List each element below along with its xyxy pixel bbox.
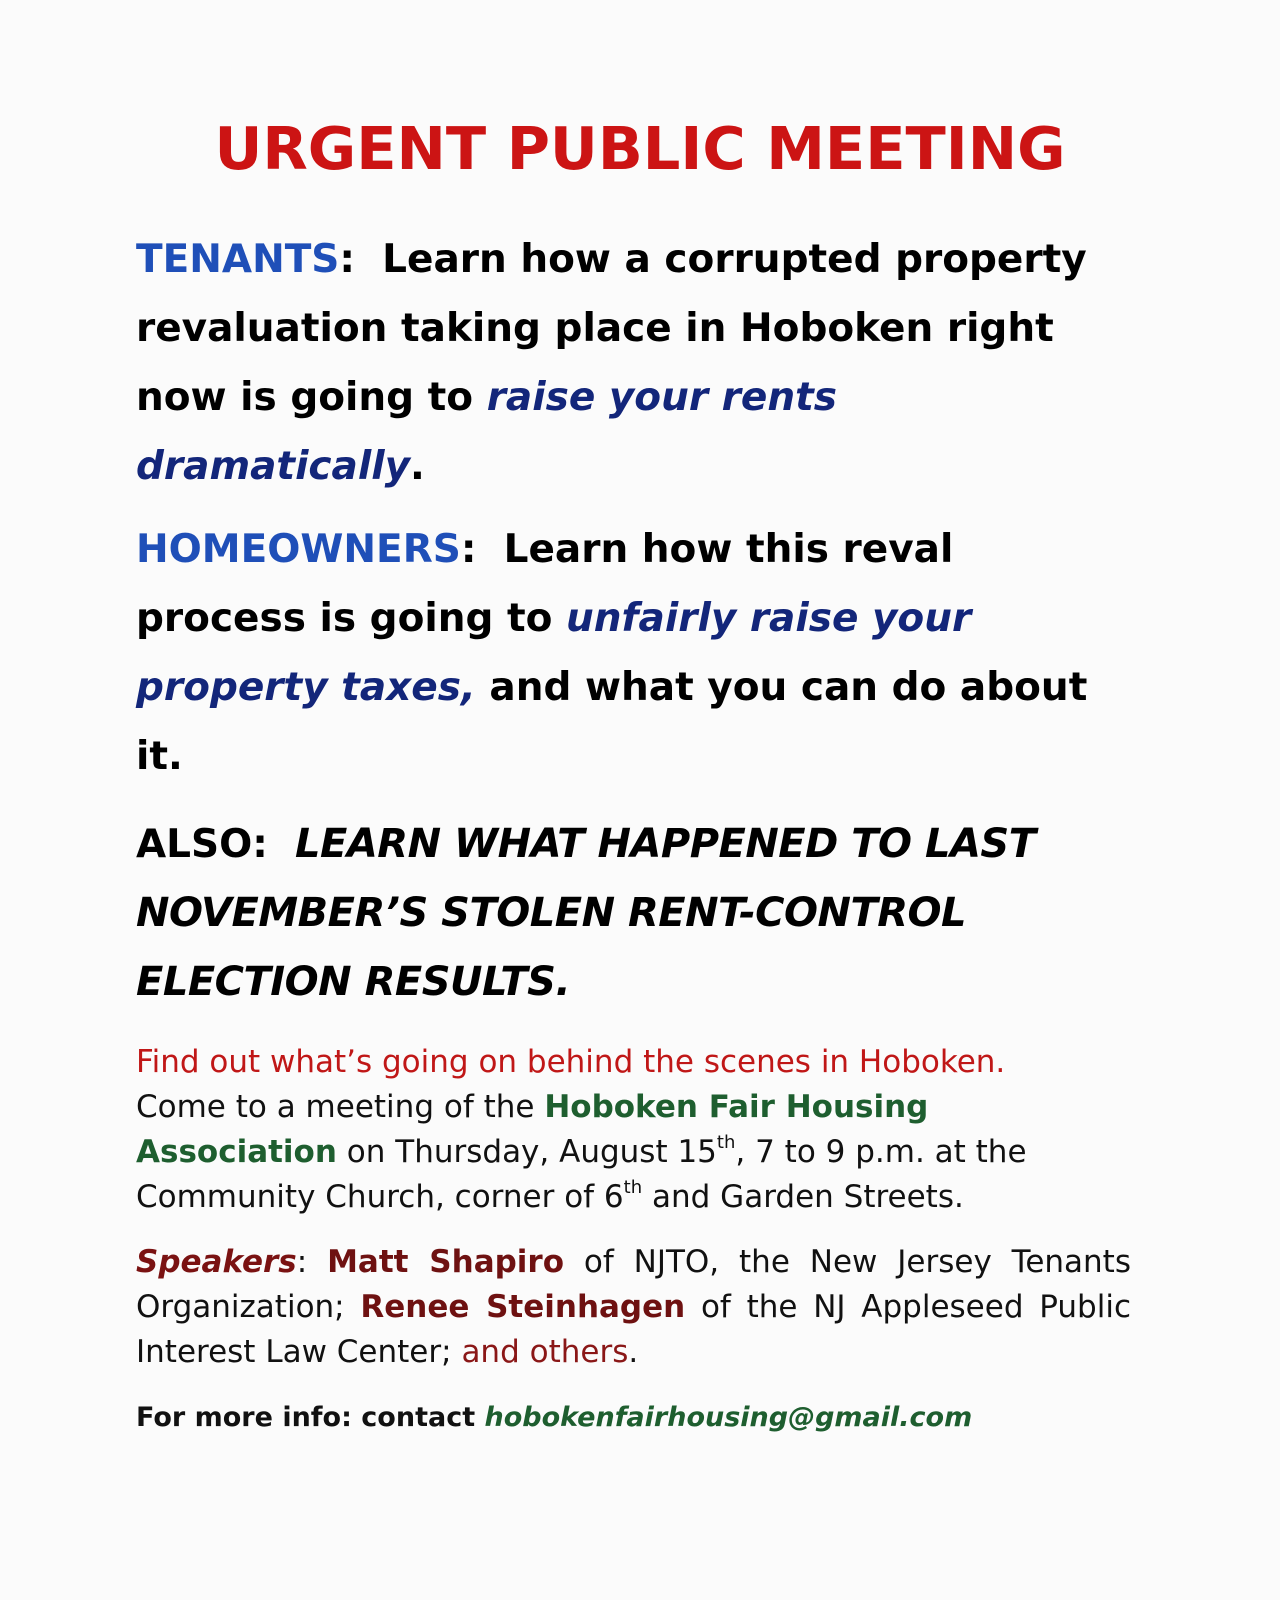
speakers-colon: : bbox=[296, 1244, 328, 1280]
tenants-paragraph bbox=[136, 225, 1136, 501]
meeting-come: Come to a meeting of the bbox=[136, 1089, 545, 1125]
homeowners-end: and what you can do about it. bbox=[136, 665, 1088, 779]
speakers-paragraph bbox=[136, 1240, 1131, 1375]
contact-prefix: For more info: contact bbox=[136, 1402, 485, 1433]
also-text: LEARN WHAT HAPPENED TO LAST NOVEMBER’S STOLEN RENT-CONTROL ELECTION RESULTS. bbox=[136, 821, 1036, 1005]
also-label: ALSO: bbox=[136, 822, 268, 867]
meeting-paragraph bbox=[136, 1040, 1131, 1220]
contact-email[interactable]: hobokenfairhousing@gmail.com bbox=[484, 1402, 973, 1433]
homeowners-emphasis: unfairly raise your property taxes, bbox=[136, 596, 972, 710]
homeowners-paragraph bbox=[136, 515, 1136, 791]
meeting-intro: Find out what’s going on behind the scenes in Hoboken. bbox=[136, 1044, 1006, 1080]
also-section bbox=[136, 810, 1136, 1017]
tenants-text: Learn how a corrupted property revaluation taking place in Hoboken right now is going to bbox=[136, 237, 1101, 420]
speakers-end: . bbox=[628, 1334, 639, 1370]
contact-line bbox=[136, 1402, 972, 1433]
tenants-end: . bbox=[410, 444, 425, 489]
tenants-label: TENANTS bbox=[136, 237, 340, 282]
speaker-2-org: of the NJ Appleseed Public Interest Law Center; bbox=[136, 1289, 1131, 1370]
speakers-label: Speakers bbox=[136, 1244, 297, 1280]
speakers-section bbox=[136, 1240, 1131, 1375]
homeowners-section bbox=[136, 515, 1136, 791]
also-paragraph bbox=[136, 810, 1136, 1017]
tenants-section bbox=[136, 225, 1136, 501]
speakers-others: and others bbox=[461, 1334, 629, 1370]
street-suffix: th bbox=[623, 1177, 643, 1198]
date-suffix: th bbox=[716, 1132, 736, 1153]
meeting-end: and Garden Streets. bbox=[642, 1179, 964, 1215]
speaker-1-org: of NJTO, the New Jersey Tenants Organization; bbox=[136, 1244, 1131, 1325]
speaker-2-name: Renee Steinhagen bbox=[360, 1289, 686, 1325]
meeting-time-place: , 7 to 9 p.m. at the Community Church, corner of 6 bbox=[136, 1134, 1027, 1215]
homeowners-label: HOMEOWNERS bbox=[136, 527, 461, 572]
flyer-title: URGENT PUBLIC MEETING bbox=[214, 114, 1066, 183]
meeting-details bbox=[136, 1040, 1131, 1220]
tenants-emphasis: raise your rents dramatically bbox=[136, 375, 837, 489]
homeowners-colon: : bbox=[460, 527, 477, 572]
speaker-1-name: Matt Shapiro bbox=[327, 1244, 565, 1280]
homeowners-text: Learn how this reval process is going to bbox=[136, 527, 967, 641]
organization-name: Hoboken Fair Housing Association bbox=[136, 1089, 929, 1170]
meeting-date: on Thursday, August 15 bbox=[336, 1134, 717, 1170]
tenants-colon: : bbox=[339, 237, 356, 282]
